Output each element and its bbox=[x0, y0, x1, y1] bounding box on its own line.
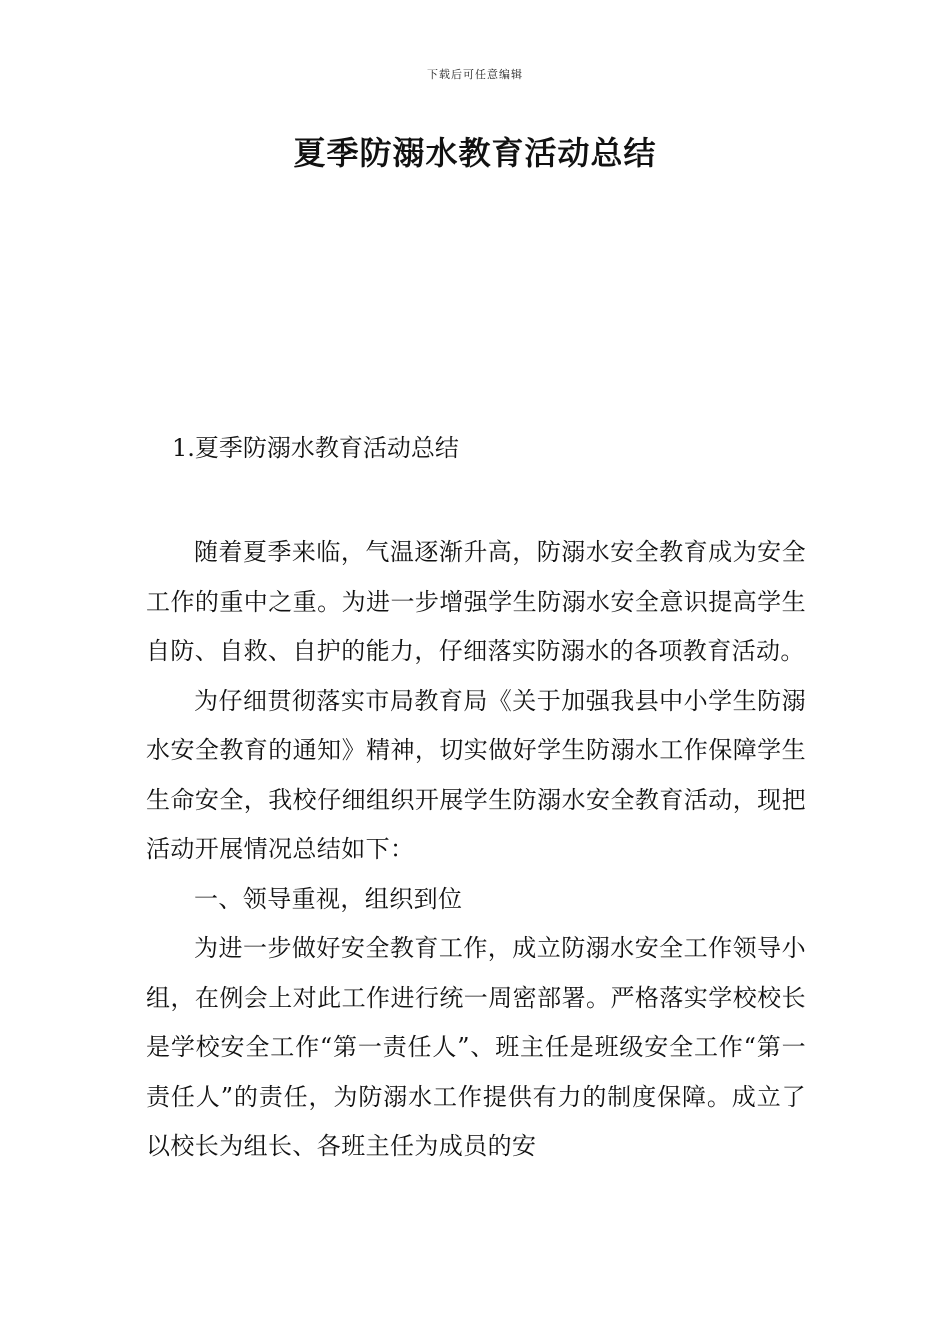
paragraph-leadership: 为进一步做好安全教育工作，成立防溺水安全工作领导小组，在例会上对此工作进行统一周密部署。严格落实学校校长是学校安全工作“第一责任人”、班主任是班级安全工作“第一责任人”的责任，为防溺水工作提供有力的制度保障。成立了以校长为组长、各班主任为成员的安 bbox=[146, 934, 806, 1160]
body-text bbox=[146, 528, 806, 1172]
header-note: 下载后可任意编辑 bbox=[427, 68, 523, 81]
paragraph-subheading: 一、领导重视，组织到位 bbox=[194, 884, 463, 913]
section-heading: 1.夏季防溺水教育活动总结 bbox=[172, 434, 459, 462]
paragraph-intro: 随着夏季来临，气温逐渐升高，防溺水安全教育成为安全工作的重中之重。为进一步增强学生防溺水安全意识提高学生自防、自救、自护的能力，仔细落实防溺水的各项教育活动。 bbox=[146, 538, 806, 665]
paragraph-notice: 为仔细贯彻落实市局教育局《关于加强我县中小学生防溺水安全教育的通知》精神，切实做好学生防溺水工作保障学生生命安全，我校仔细组织开展学生防溺水安全教育活动，现把活动开展情况总结如下： bbox=[146, 686, 806, 863]
document-title: 夏季防溺水教育活动总结 bbox=[293, 134, 657, 172]
